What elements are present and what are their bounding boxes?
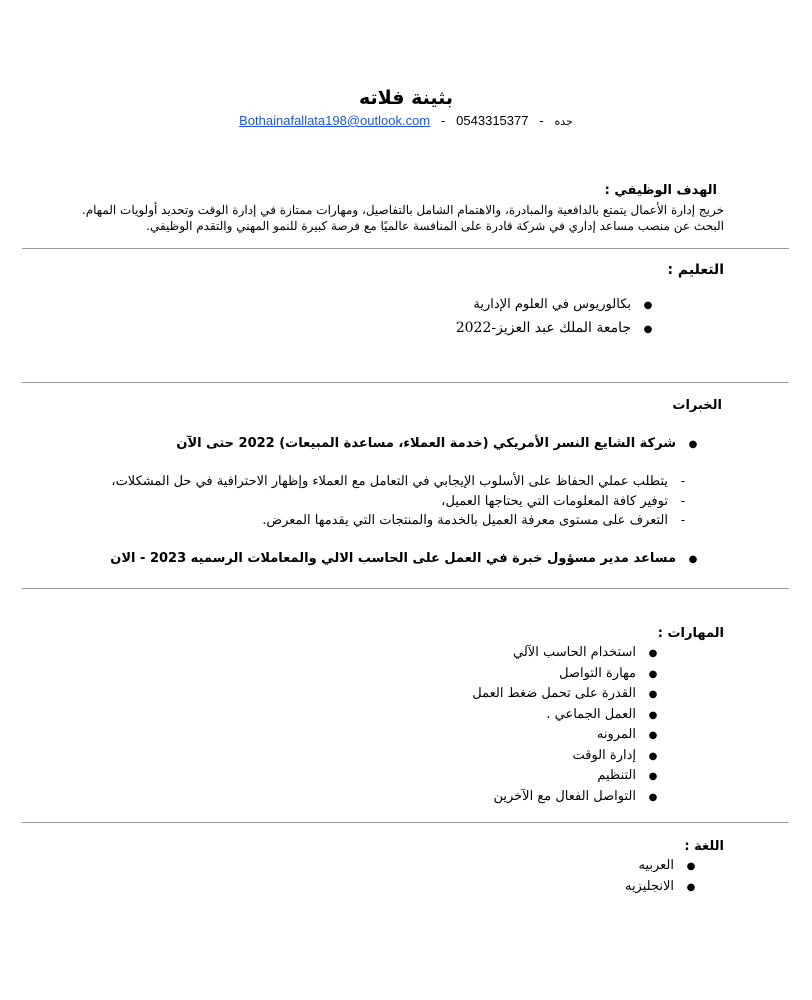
- list-item: [456, 320, 657, 336]
- skill-text: استخدام الحاسب الآلي: [513, 645, 636, 660]
- skills-list: [342, 645, 662, 809]
- objective-line-1: خريج إدارة الأعمال يتمتع بالدافعية والمبادرة، والاهتمام الشامل بالتفاصيل، ومهارات ممتازة في إدارة الوقت وتحديد أولويات المهام.: [81, 203, 724, 217]
- skill-text: التنظيم: [597, 768, 636, 783]
- dash-icon: -: [680, 513, 686, 528]
- bullet-icon: ●: [688, 439, 698, 450]
- duty-text: توفير كافة المعلومات التي يحتاجها العميل،: [441, 494, 668, 509]
- objective-line-2: البحث عن منصب مساعد إداري في شركة قادرة على المنافسة عالميًا مع فرصة كبيرة للنمو المهني والتقدم الوظيفي.: [146, 219, 724, 233]
- email-link[interactable]: Bothainafallata198@outlook.com: [239, 113, 431, 128]
- experience-job-2: [110, 551, 702, 566]
- list-item: [638, 858, 700, 873]
- education-degree: بكالوريوس في العلوم الإدارية: [473, 297, 631, 312]
- skills-heading: المهارات :: [657, 626, 724, 641]
- skill-text: المرونه: [596, 727, 636, 742]
- list-item: [342, 645, 662, 666]
- bullet-icon: ●: [648, 709, 658, 721]
- duty-item: [111, 474, 692, 489]
- list-item: [342, 666, 662, 687]
- education-university: جامعة الملك عبد العزيز-2022: [455, 320, 631, 336]
- objective-heading: الهدف الوظيفي :: [604, 183, 717, 198]
- language-text: الانجليزيه: [624, 879, 674, 894]
- list-item: [342, 768, 662, 789]
- divider: [22, 248, 789, 249]
- list-item: [342, 707, 662, 728]
- bullet-icon: ●: [643, 300, 653, 311]
- skill-text: التواصل الفعال مع الآخرين: [493, 788, 636, 804]
- list-item: [342, 789, 662, 810]
- bullet-icon: ●: [648, 750, 658, 762]
- list-item: [342, 727, 662, 748]
- experience-heading: الخبرات: [672, 398, 722, 413]
- bullet-icon: ●: [648, 648, 658, 659]
- bullet-icon: ●: [648, 668, 658, 680]
- bullet-icon: ●: [648, 689, 658, 700]
- phone-number: 0543315377: [456, 113, 529, 128]
- skill-text: مهارة التواصل: [559, 665, 636, 681]
- resume-name: بثينة فلاته: [358, 87, 454, 109]
- separator: -: [532, 113, 551, 128]
- language-heading: اللغة :: [684, 839, 724, 854]
- job-2-title: مساعد مدير مسؤول خبرة في العمل على الحاسب الالي والمعاملات الرسميه 2023 - الان: [110, 551, 676, 566]
- language-text: العربيه: [638, 858, 674, 873]
- bullet-icon: ●: [648, 771, 658, 782]
- divider: [22, 588, 789, 589]
- divider: [22, 822, 789, 823]
- divider: [22, 382, 789, 383]
- skill-text: القدرة على تحمل ضغط العمل: [472, 686, 636, 701]
- list-item: [473, 297, 657, 312]
- duty-text: التعرف على مستوى معرفة العميل بالخدمة والمنتجات التي يقدمها المعرض.: [262, 513, 668, 528]
- city: جده: [554, 116, 573, 128]
- separator: -: [433, 113, 453, 128]
- duty-item: [441, 494, 692, 509]
- job-1-title: شركة الشايع النسر الأمريكي (خدمة العملاء، مساعدة المبيعات) 2022 حتى الآن: [176, 436, 676, 451]
- bullet-icon: ●: [648, 730, 658, 741]
- experience-job-1: [176, 436, 702, 451]
- bullet-icon: ●: [648, 791, 658, 803]
- duty-item: [262, 513, 692, 528]
- duty-text: يتطلب عملي الحفاظ على الأسلوب الإيجابي في التعامل مع العملاء وإظهار الاحترافية في حل المشكلات،: [111, 474, 668, 489]
- skill-text: العمل الجماعي .: [546, 706, 636, 722]
- list-item: [342, 686, 662, 707]
- dash-icon: -: [680, 474, 686, 489]
- bullet-icon: ●: [688, 554, 698, 565]
- bullet-icon: ●: [643, 324, 653, 335]
- education-heading: التعليم :: [667, 262, 724, 278]
- list-item: [625, 879, 700, 894]
- list-item: [342, 748, 662, 769]
- skill-text: إدارة الوقت: [572, 747, 636, 763]
- bullet-icon: ●: [686, 882, 696, 893]
- bullet-icon: ●: [686, 861, 696, 872]
- contact-line: [0, 113, 812, 128]
- dash-icon: -: [680, 494, 686, 509]
